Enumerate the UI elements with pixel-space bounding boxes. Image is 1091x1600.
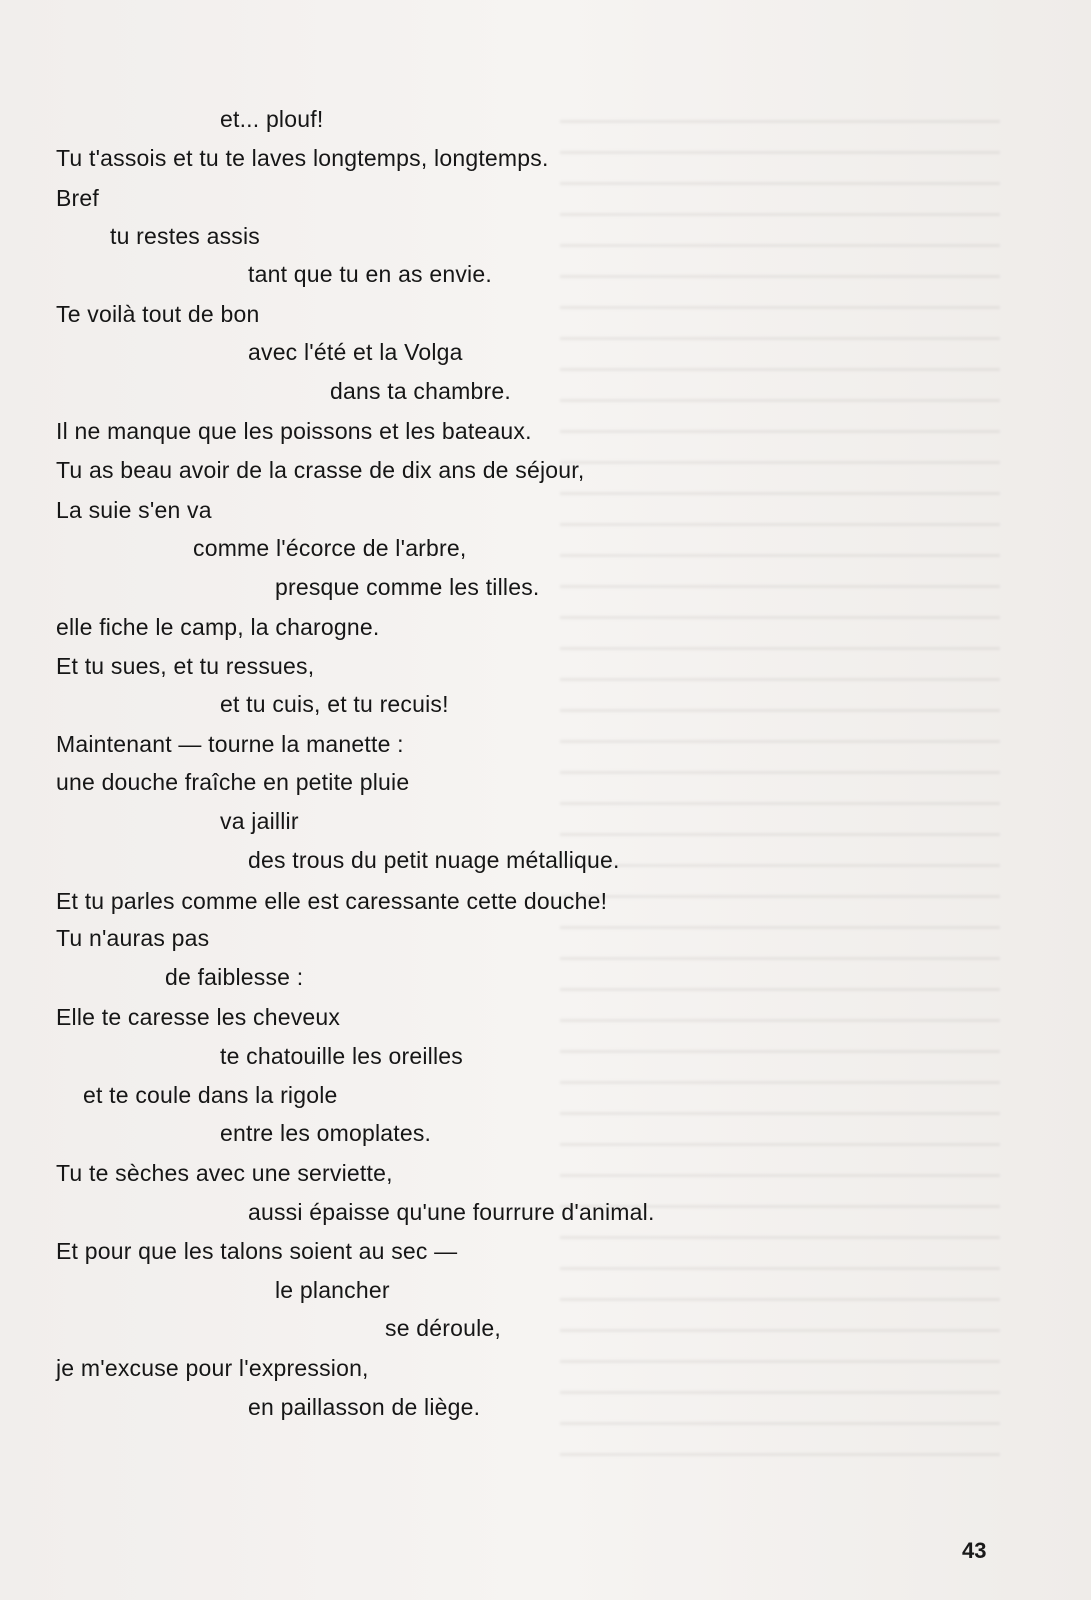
poem-line: des trous du petit nuage métallique. [248, 847, 620, 873]
poem-line: et te coule dans la rigole [83, 1082, 338, 1108]
poem-line: se déroule, [385, 1315, 501, 1341]
poem-line: je m'excuse pour l'expression, [56, 1355, 369, 1381]
poem-line: avec l'été et la Volga [248, 339, 463, 365]
poem-line: te chatouille les oreilles [220, 1043, 463, 1069]
poem-line: une douche fraîche en petite pluie [56, 769, 410, 795]
poem-line: La suie s'en va [56, 497, 212, 523]
poem-line: et tu cuis, et tu recuis! [220, 691, 449, 717]
poem-line: Elle te caresse les cheveux [56, 1004, 341, 1030]
poem-line: dans ta chambre. [330, 378, 511, 404]
poem-line: Tu n'auras pas [56, 925, 210, 951]
poem-line: le plancher [275, 1277, 390, 1303]
poem-line: en paillasson de liège. [248, 1394, 481, 1420]
poem-line: va jaillir [220, 808, 299, 834]
poem-line: aussi épaisse qu'une fourrure d'animal. [248, 1199, 655, 1225]
poem-line: Te voilà tout de bon [56, 301, 260, 327]
poem-line: presque comme les tilles. [275, 574, 540, 600]
poem-line: comme l'écorce de l'arbre, [193, 535, 467, 561]
poem-line: Et tu parles comme elle est caressante cette douche! [56, 888, 608, 914]
poem-line: Maintenant — tourne la manette : [56, 731, 404, 757]
poem-line: Tu t'assois et tu te laves longtemps, longtemps. [56, 145, 549, 171]
poem-line: Il ne manque que les poissons et les bateaux. [56, 418, 532, 444]
poem-line: entre les omoplates. [220, 1120, 432, 1146]
poem-line: et... plouf! [220, 106, 324, 132]
poem-line: Bref [56, 185, 99, 211]
poem-line: Tu as beau avoir de la crasse de dix ans de séjour, [56, 457, 585, 483]
poem-line: elle fiche le camp, la charogne. [56, 614, 380, 640]
poem-line: de faiblesse : [165, 964, 304, 990]
page-number: 43 [962, 1538, 987, 1563]
poem-line: Tu te sèches avec une serviette, [56, 1160, 393, 1186]
poem-line: Et pour que les talons soient au sec — [56, 1238, 458, 1264]
poem-line: tant que tu en as envie. [248, 261, 492, 287]
poem-line: tu restes assis [110, 223, 260, 249]
poem-line: Et tu sues, et tu ressues, [56, 653, 315, 679]
